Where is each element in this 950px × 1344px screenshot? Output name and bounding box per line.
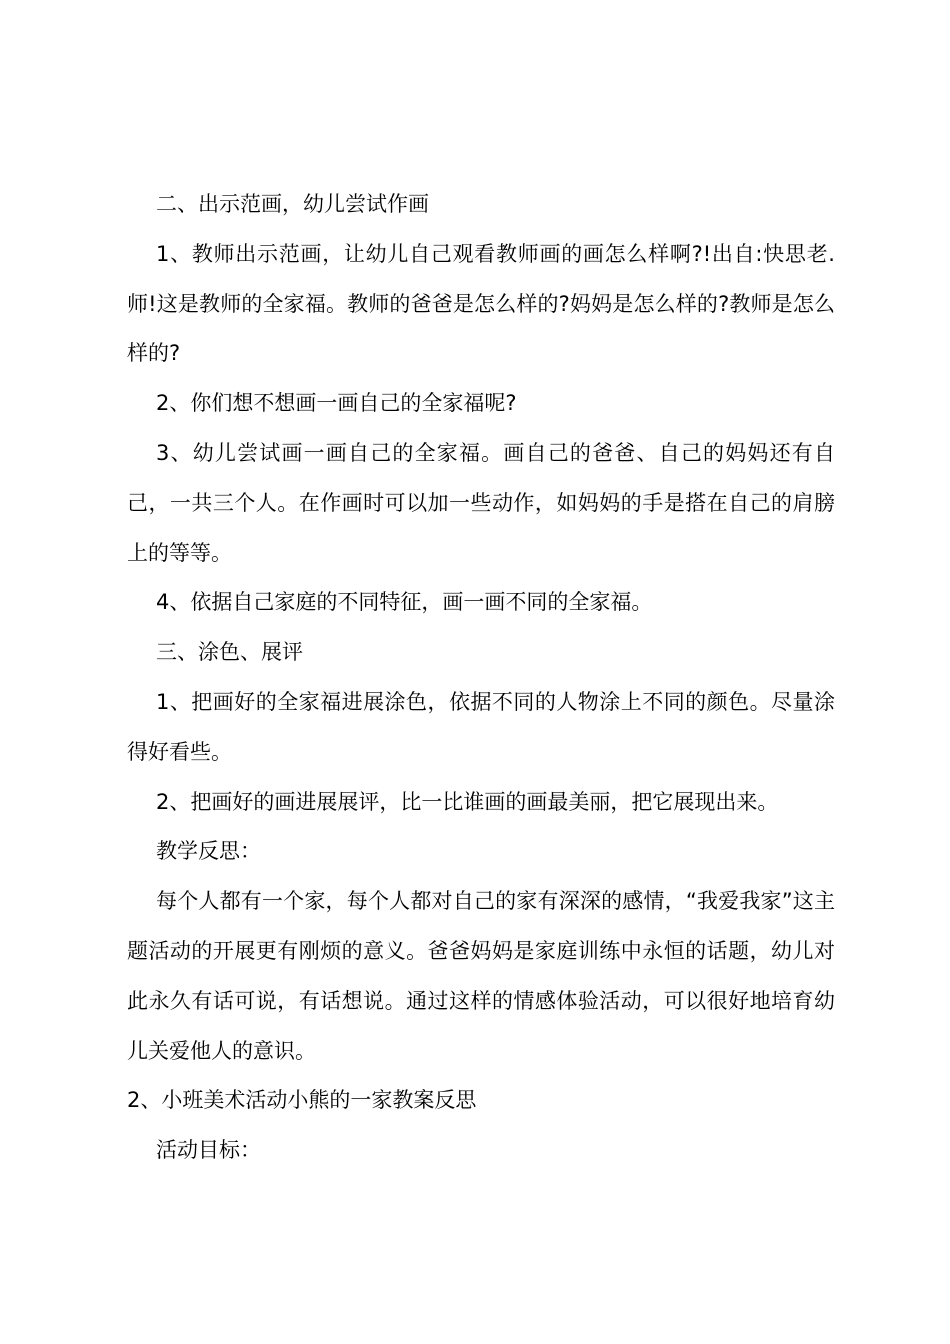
section-heading-coloring: 三、涂色、展评	[156, 640, 303, 665]
step-paragraph-2: 2、你们想不想画一画自己的全家福呢?	[156, 391, 517, 416]
step-paragraph-4: 4、依据自己家庭的不同特征，画一画不同的全家福。	[156, 590, 653, 615]
step-paragraph-3: 3、幼儿尝试画一画自己的全家福。画自己的爸爸、自己的妈妈还有自己，一共三个人。在作画时可以加一些动作，如妈妈的手是搭在自己的肩膀上的等等。	[127, 440, 835, 565]
reflection-heading: 教学反思：	[156, 839, 261, 864]
coloring-step-1: 1、把画好的全家福进展涂色，依据不同的人物涂上不同的颜色。尽量涂得好看些。	[127, 689, 835, 764]
section-heading-demo-drawing: 二、出示范画，幼儿尝试作画	[156, 192, 429, 216]
reflection-paragraph: 每个人都有一个家，每个人都对自己的家有深深的感情，“我爱我家”这主题活动的开展更有刚烦的意义。爸爸妈妈是家庭训练中永恒的话题，幼儿对此永久有话可说，有话想说。通过这样的情感体验活动，可以很好地培育幼儿关爱他人的意识。	[127, 889, 835, 1063]
lesson-title-2: 2、小班美术活动小熊的一家教案反思	[127, 1088, 477, 1113]
coloring-step-2: 2、把画好的画进展展评，比一比谁画的画最美丽，把它展现出来。	[156, 789, 779, 814]
document-body	[127, 180, 835, 1176]
activity-goals-heading: 活动目标：	[156, 1138, 261, 1163]
step-paragraph-1: 1、教师出示范画，让幼儿自己观看教师画的画怎么样啊?!出自:快思老.师!这是教师的全家福。教师的爸爸是怎么样的?妈妈是怎么样的?教师是怎么样的?	[127, 241, 835, 366]
